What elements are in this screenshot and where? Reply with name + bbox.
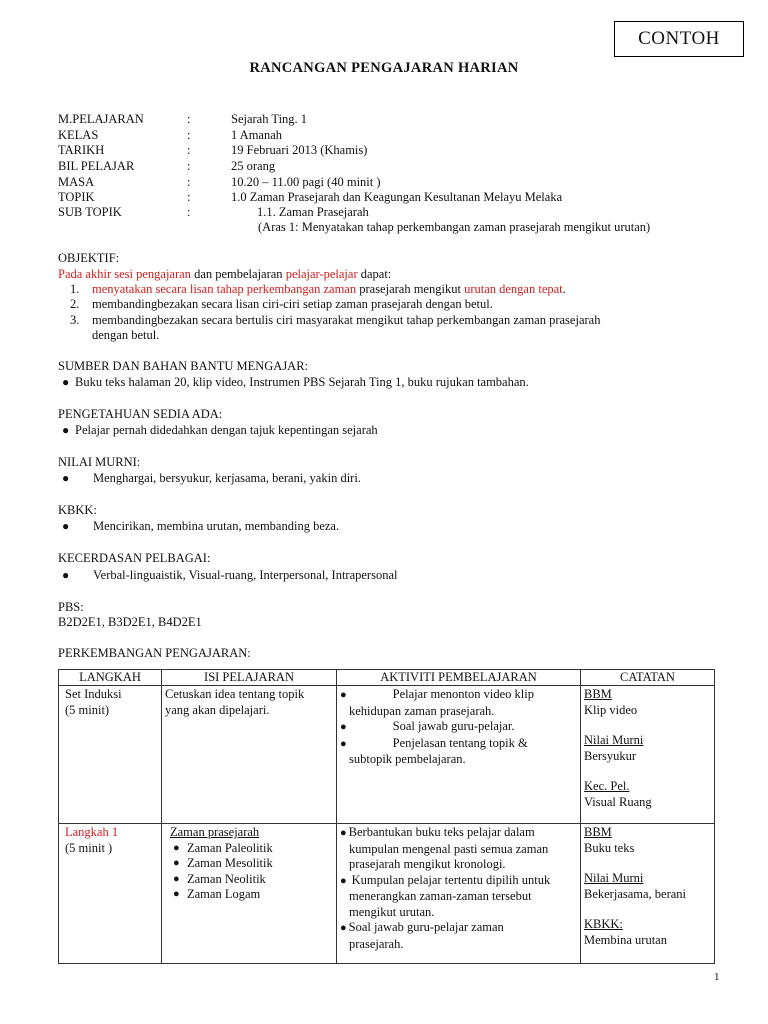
date-label: TARIKH [58, 143, 105, 157]
header-catatan: CATATAN [581, 670, 715, 686]
content-item [170, 887, 334, 903]
objective-heading: OBJEKTIF: [58, 251, 120, 265]
objective-text-1-red-2: urutan dengan tepat [464, 282, 563, 296]
bullet-icon: ● [173, 872, 180, 885]
activity-cell [337, 686, 581, 824]
activity-text: Berbantukan buku teks pelajar dalam [348, 825, 535, 839]
pbs-value: B2D2E1, B3D2E1, B4D2E1 [58, 615, 202, 629]
note-kec-value: Visual Ruang [584, 794, 652, 809]
document-title: RANCANGAN PENGAJARAN HARIAN [249, 60, 519, 76]
bullet-icon: ● [340, 874, 347, 887]
objective-text-1-red: menyatakan secara lisan tahap perkembangan zaman [92, 282, 357, 296]
note-kbkk-label: KBKK: [584, 917, 623, 931]
table-row [59, 686, 715, 824]
values-text: Menghargai, bersyukur, kerjasama, berani, yakin diri. [93, 471, 361, 485]
objective-text-1 [92, 282, 566, 298]
bullet-icon: ● [62, 471, 70, 485]
note-bbm-value: Buku teks [584, 840, 635, 855]
content-item [170, 856, 334, 872]
subtopic-value: 1.1. Zaman Prasejarah [257, 205, 369, 219]
objective-intro-red-2: pelajar-pelajar [285, 267, 358, 281]
bullet-icon: ● [62, 375, 70, 389]
contoh-label-box: CONTOH [614, 21, 744, 57]
content-heading: Zaman prasejarah [170, 825, 260, 839]
bullet-icon: ● [173, 857, 180, 869]
activity-text-cont: mengikut urutan. [349, 904, 435, 919]
kbkk-text: Mencirikan, membina urutan, membanding beza. [93, 519, 340, 533]
notes-cell [581, 686, 715, 824]
content-cell [162, 824, 337, 964]
bullet-icon: ● [340, 737, 347, 750]
table-row [59, 824, 715, 964]
objective-intro-end: dapat: [357, 267, 392, 281]
colon: : [187, 112, 191, 126]
activity-text-cont: kehidupan zaman prasejarah. [349, 703, 495, 718]
time-value: 10.20 – 11.00 pagi (40 minit ) [231, 175, 381, 189]
note-nilai-label: Nilai Murni [584, 733, 644, 747]
objective-text-2: membandingbezakan secara lisan ciri-ciri setiap zaman prasejarah dengan betul. [92, 297, 493, 311]
objective-intro-red-1: Pada akhir sesi pengajaran [58, 267, 191, 281]
table-header-row [59, 670, 715, 686]
info-row-time [58, 175, 738, 191]
note-nilai-label: Nilai Murni [584, 871, 644, 885]
intelligence-heading: KECERDASAN PELBAGAI: [58, 551, 211, 565]
colon: : [187, 128, 191, 142]
objective-intro-mid: dan pembelajaran [190, 267, 286, 281]
content-item-text: Zaman Logam [187, 887, 261, 901]
objective-text-3: membandingbezakan secara bertulis ciri masyarakat mengikut tahap perkembangan zaman prasejarah [92, 313, 601, 327]
activity-text: Pelajar menonton video klip [392, 687, 534, 701]
activity-text-cont: prasejarah mengikut kronologi. [349, 857, 506, 871]
activity-item [340, 736, 578, 753]
note-bbm-value: Klip video [584, 702, 638, 717]
step-cell [59, 686, 162, 824]
colon: : [187, 159, 191, 173]
class-value: 1 Amanah [231, 128, 283, 142]
activity-text-cont: subtopik pembelajaran. [349, 752, 466, 766]
students-value: 25 orang [231, 159, 276, 173]
content-item-text: Zaman Mesolitik [187, 856, 273, 870]
activity-text: Soal jawab guru-pelajar. [392, 719, 515, 733]
activity-item [340, 719, 578, 736]
content-item [170, 872, 334, 888]
subject-label: M.PELAJARAN [58, 112, 144, 126]
activity-text: Penjelasan tentang topik & [392, 735, 528, 750]
prior-knowledge-heading: PENGETAHUAN SEDIA ADA: [58, 407, 223, 421]
step-duration: (5 minit ) [65, 840, 113, 855]
class-label: KELAS [58, 128, 99, 142]
step-name: Langkah 1 [65, 825, 119, 839]
objective-num-1: 1. [70, 282, 80, 296]
subject-value: Sejarah Ting. 1 [231, 112, 308, 126]
bullet-icon: ● [340, 827, 347, 839]
content-cell [162, 686, 337, 824]
topic-value: 1.0 Zaman Prasejarah dan Keagungan Kesultanan Melayu Melaka [231, 190, 563, 204]
subtopic-label: SUB TOPIK [58, 205, 122, 219]
activity-text-cont: kumpulan mengenal pasti semua zaman [349, 841, 549, 856]
activity-item [340, 825, 578, 842]
colon: : [187, 175, 191, 189]
step-duration: (5 minit) [65, 702, 110, 717]
activity-text: Soal jawab guru-pelajar zaman [348, 920, 504, 934]
bullet-icon: ● [340, 922, 347, 934]
activity-item [340, 687, 578, 704]
activity-text-cont: prasejarah. [349, 936, 404, 951]
content-item-text: Zaman Paleolitik [187, 840, 273, 855]
bullet-icon: ● [62, 519, 70, 533]
info-row-students [58, 159, 738, 175]
note-nilai-value: Bersyukur [584, 748, 637, 763]
objective-text-3-cont: dengan betul. [92, 328, 160, 342]
subtopic-note: (Aras 1: Menyatakan tahap perkembangan zaman prasejarah mengikut urutan) [258, 220, 651, 234]
kbkk-heading: KBKK: [58, 503, 97, 517]
activity-item [340, 873, 578, 890]
development-heading: PERKEMBANGAN PENGAJARAN: [58, 646, 251, 660]
date-value: 19 Februari 2013 (Khamis) [231, 143, 368, 157]
bullet-icon: ● [173, 888, 180, 900]
values-heading: NILAI MURNI: [58, 455, 141, 469]
content-line: yang akan dipelajari. [165, 702, 270, 717]
lesson-table [58, 669, 715, 964]
bullet-icon: ● [62, 423, 70, 437]
time-label: MASA [58, 175, 95, 189]
objective-text-1-end: . [562, 282, 566, 296]
colon: : [187, 205, 191, 219]
content-line: Cetuskan idea tentang topik [165, 687, 305, 701]
intelligence-text: Verbal-linguaistik, Visual-ruang, Interpersonal, Intrapersonal [93, 568, 398, 582]
activity-text-cont: menerangkan zaman-zaman tersebut [349, 889, 532, 903]
content-item-text: Zaman Neolitik [187, 871, 266, 886]
colon: : [187, 143, 191, 157]
objective-text-1-mid: prasejarah mengikut [356, 282, 465, 296]
content-item [170, 841, 334, 857]
step-cell [59, 824, 162, 964]
objective-num-3: 3. [70, 313, 80, 327]
pbs-heading: PBS: [58, 600, 84, 614]
info-row-subtopic [58, 205, 738, 221]
note-kbkk-value: Membina urutan [584, 932, 667, 947]
bullet-icon: ● [173, 841, 180, 854]
prior-knowledge-text: Pelajar pernah didedahkan dengan tajuk kepentingan sejarah [75, 423, 378, 437]
bullet-icon: ● [340, 689, 347, 701]
step-name: Set Induksi [65, 687, 122, 701]
colon: : [187, 190, 191, 204]
note-bbm-label: BBM [584, 825, 612, 839]
header-isi-pelajaran: ISI PELAJARAN [162, 670, 337, 686]
activity-text: Kumpulan pelajar tertentu dipilih untuk [351, 872, 551, 887]
objective-intro [58, 267, 391, 283]
resources-heading: SUMBER DAN BAHAN BANTU MENGAJAR: [58, 359, 309, 373]
bullet-icon: ● [62, 568, 70, 582]
note-bbm-label: BBM [584, 687, 612, 701]
bullet-icon: ● [340, 721, 347, 733]
objective-num-2: 2. [70, 297, 80, 311]
note-nilai-value: Bekerjasama, berani [584, 886, 687, 901]
header-langkah: LANGKAH [59, 670, 162, 686]
note-kec-label: Kec. Pel. [584, 779, 630, 793]
students-label: BIL PELAJAR [58, 159, 135, 173]
resources-text: Buku teks halaman 20, klip video, Instrumen PBS Sejarah Ting 1, buku rujukan tambahan. [75, 375, 529, 389]
topic-label: TOPIK [58, 190, 95, 204]
activity-cell [337, 824, 581, 964]
header-aktiviti: AKTIVITI PEMBELAJARAN [337, 670, 581, 686]
activity-item [340, 920, 578, 937]
info-row-topic [58, 190, 738, 206]
info-row-class [58, 128, 738, 144]
info-row-subject [58, 112, 738, 128]
notes-cell [581, 824, 715, 964]
info-row-date [58, 143, 738, 159]
page-number: 1 [714, 971, 720, 983]
